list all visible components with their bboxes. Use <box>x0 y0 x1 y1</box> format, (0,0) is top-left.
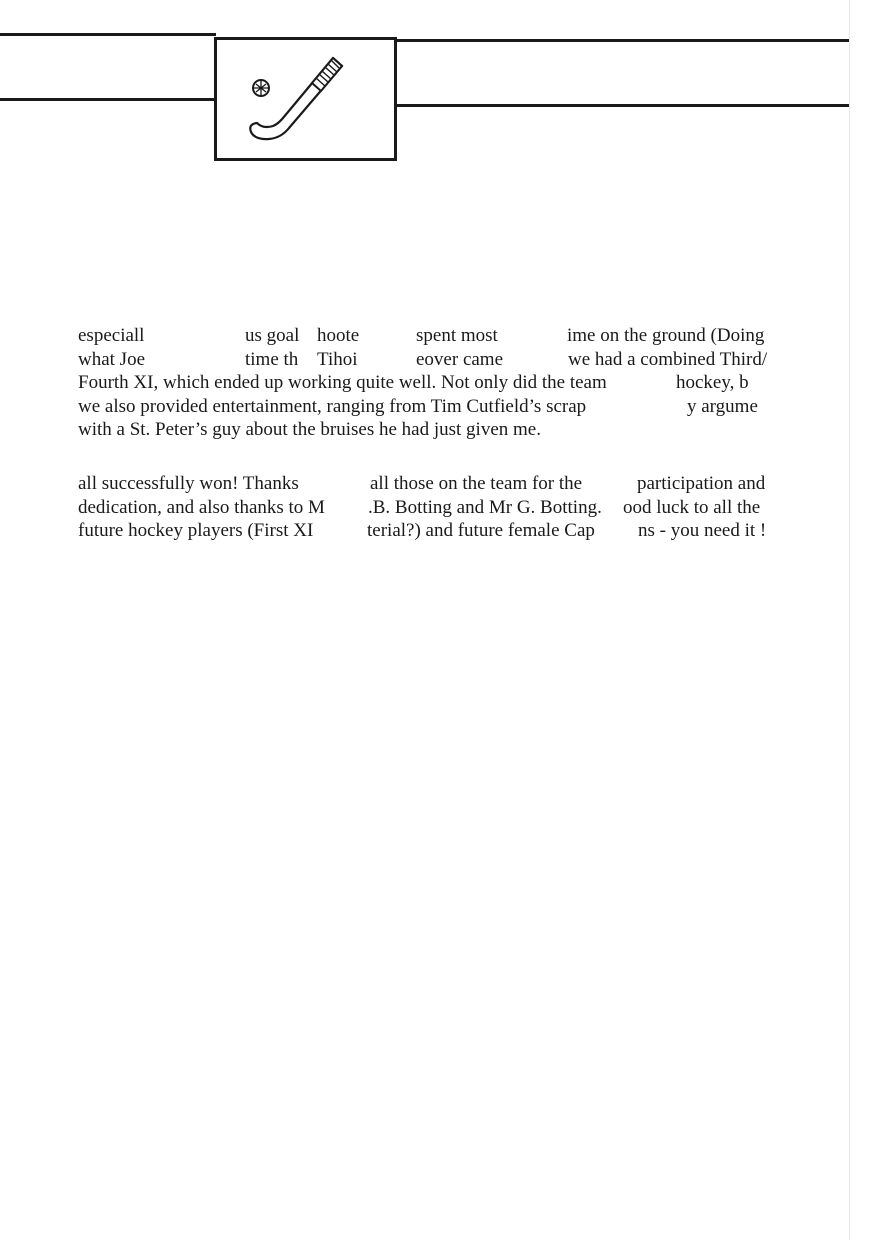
text-fragment: we had a combined Third/ <box>568 348 768 370</box>
text-line <box>78 371 788 395</box>
header-rule-bottom-left <box>0 98 216 101</box>
paragraph-1 <box>78 324 788 442</box>
text-fragment: ood luck to all the <box>623 496 761 518</box>
text-fragment: Fourth XI, which ended up working quite well. Not only did the team <box>78 372 607 393</box>
header-rule-bottom-right <box>393 104 849 107</box>
text-fragment: hockey, b <box>676 372 749 393</box>
text-line <box>78 395 788 419</box>
text-line <box>78 519 788 543</box>
text-fragment: participation and <box>637 473 766 494</box>
text-fragment: eover came <box>416 348 504 370</box>
page-edge-shadow <box>849 0 850 1240</box>
text-fragment: ns - you need it ! <box>638 520 767 541</box>
text-fragment: we also provided entertainment, ranging from Tim Cutfield’s scrap <box>78 395 587 417</box>
hockey-stick-and-ball-icon <box>217 40 394 158</box>
text-fragment: especiall <box>78 325 145 346</box>
text-fragment: all successfully won! Thanks <box>78 473 299 494</box>
header-rule-top-left <box>0 33 216 36</box>
text-line <box>78 324 788 348</box>
text-fragment: y argume <box>687 395 758 417</box>
text-fragment: all those on the team for the <box>370 473 583 494</box>
text-fragment: us goal <box>245 325 300 346</box>
text-fragment: ime on the ground (Doing <box>567 325 765 346</box>
paragraph-2 <box>78 472 788 543</box>
text-fragment: spent most <box>416 325 498 346</box>
text-fragment: future hockey players (First XI <box>78 520 314 541</box>
text-line <box>78 348 788 372</box>
section-logo-box <box>214 37 397 161</box>
text-fragment: with a St. Peter’s guy about the bruises he had just given me. <box>78 419 541 440</box>
text-fragment: dedication, and also thanks to M <box>78 496 325 518</box>
text-fragment: time th <box>245 348 299 370</box>
text-fragment: what Joe <box>78 348 146 370</box>
text-line <box>78 496 788 520</box>
text-fragment: terial?) and future female Cap <box>367 520 595 541</box>
text-line <box>78 472 788 496</box>
text-fragment: hoote <box>317 325 360 346</box>
text-line <box>78 418 788 442</box>
header-rule-top-right <box>393 39 849 42</box>
text-fragment: .B. Botting and Mr G. Botting. <box>368 496 602 518</box>
text-fragment: Tihoi <box>317 348 358 370</box>
